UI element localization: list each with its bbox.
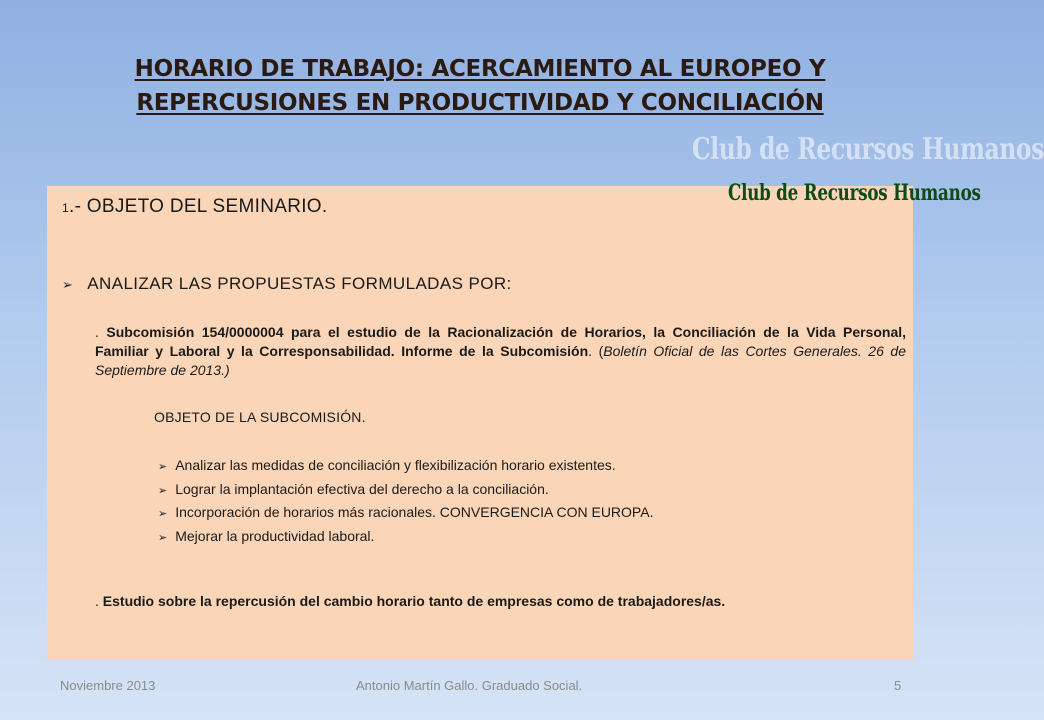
proposal1-italic: Boletín Oficial de las Cortes Generales. 26 de Septiembre de 2013.): [95, 343, 906, 378]
club-logo-shadow: Club de Recursos Humanos: [692, 132, 1044, 167]
analizar-heading: [62, 274, 512, 294]
arrow-bullet-icon: ➢: [158, 507, 168, 520]
title-line-2: REPERCUSIONES EN PRODUCTIVIDAD Y CONCILIACIÓN: [136, 90, 824, 116]
objeto-subcomision: OBJETO DE LA SUBCOMISIÓN.: [154, 409, 366, 425]
proposal1-bold: Subcomisión 154/0000004 para el estudio de la Racionalización de Horarios, la Conciliación de la Vida Personal, Familiar y Laboral y la Corresponsabilidad. Informe de la Subcomisión: [95, 324, 907, 359]
proposal2-bold: Estudio sobre la repercusión del cambio horario tanto de empresas como de trabajadores/as.: [102, 593, 726, 609]
arrow-bullet-icon: ➢: [158, 483, 168, 497]
proposal1-after: . (: [588, 343, 604, 359]
objectives-list: [158, 455, 653, 549]
section-heading: [62, 196, 327, 218]
list-item: ➢ Analizar las medidas de conciliación y flexibilización horario existentes.: [158, 457, 616, 473]
slide-title: [60, 52, 900, 120]
footer-date: Noviembre 2013: [60, 678, 156, 693]
analizar-text: ANALIZAR LAS PROPUESTAS FORMULADAS POR:: [87, 274, 512, 293]
list-item: ➢ Lograr la implantación efectiva del derecho a la conciliación.: [158, 480, 549, 497]
proposal2-prefix: .: [95, 593, 103, 609]
section-heading-text: .- OBJETO DEL SEMINARIO.: [68, 196, 328, 217]
footer-page-number: 5: [894, 678, 902, 693]
proposal1-prefix: .: [95, 324, 107, 340]
club-logo: Club de Recursos Humanos: [728, 180, 981, 206]
footer-author: Antonio Martín Gallo. Graduado Social.: [356, 678, 583, 693]
proposal-estudio: [95, 592, 906, 611]
proposal-subcomision: [95, 323, 906, 380]
title-line-1: HORARIO DE TRABAJO: ACERCAMIENTO AL EUROPEO Y: [134, 56, 826, 82]
section-number: 1: [62, 201, 69, 215]
arrow-bullet-icon: ➢: [62, 278, 74, 293]
arrow-bullet-icon: ➢: [158, 460, 168, 473]
list-item: ➢ Mejorar la productividad laboral.: [158, 527, 375, 544]
arrow-bullet-icon: ➢: [158, 530, 168, 544]
list-item: ➢ Incorporación de horarios más racionales. CONVERGENCIA CON EUROPA.: [158, 504, 654, 520]
